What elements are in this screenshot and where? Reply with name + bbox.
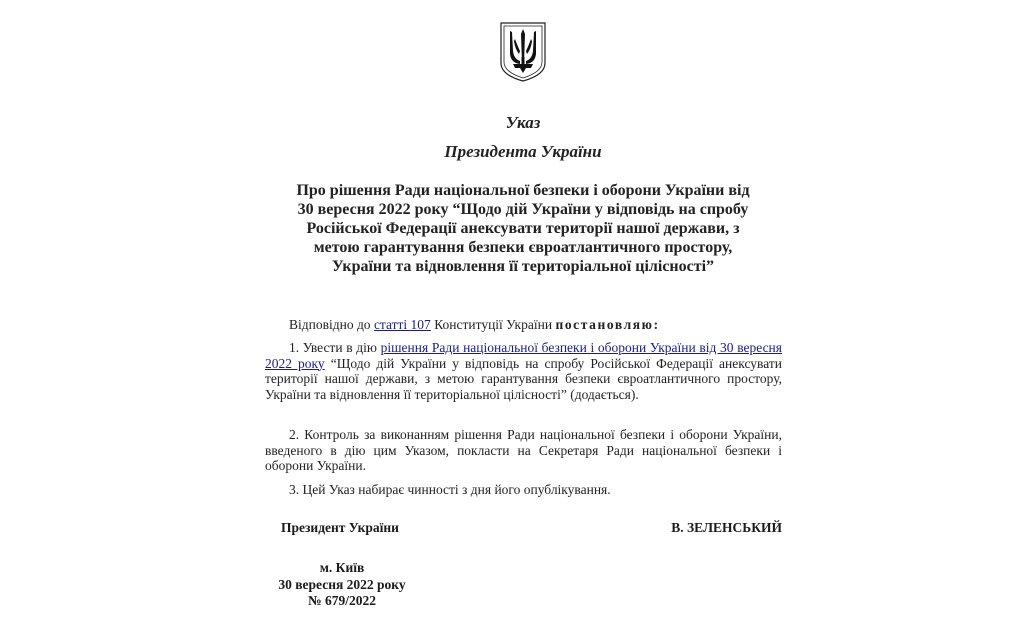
preamble-text-start: Відповідно до	[289, 317, 374, 332]
paragraph-1-end: “Щодо дій України у відповідь на спробу Російської Федерації анексувати території нашої держави, з метою гарантування безпеки євроатлантичного простору, України та відновлення її територіальної цілісності” (додається).	[265, 355, 782, 402]
decision-word: постановляю:	[555, 317, 660, 332]
preamble-text-end: Конституції України	[430, 317, 556, 332]
decree-issuer: Президента України	[444, 142, 602, 161]
paragraph-1	[265, 340, 782, 402]
signatory-position: Президент України	[281, 520, 399, 535]
paragraph-3: 3. Цей Указ набирає чинності з дня його опублікування.	[289, 482, 611, 497]
trident-coat-of-arms-icon	[499, 21, 547, 83]
nsdc-decision-link[interactable]: рішення Ради національної безпеки і оборони України від 30 вересня 2022 року	[265, 340, 782, 371]
preamble	[289, 317, 660, 333]
constitution-article-link[interactable]: статті 107	[373, 317, 431, 332]
decree-date: 30 вересня 2022 року	[278, 576, 406, 592]
decree-title: Указ	[505, 113, 541, 132]
place-city: м. Київ	[319, 560, 365, 575]
signatory-name: В. ЗЕЛЕНСЬКИЙ	[671, 520, 782, 535]
place-date-block	[262, 560, 422, 610]
decree-heading: Про рішення Ради національної безпеки і оборони України від 30 вересня 2022 року “Щодо дій України у відповідь на спробу Російської Федерації анексувати території нашої держави, з метою гарантування безпеки євроатлантичного простору, України та відновлення її територіальної цілісності”	[296, 182, 750, 275]
decree-number: № 679/2022	[308, 593, 376, 608]
paragraph-1-start: 1. Увести в дію	[289, 340, 381, 355]
paragraph-2: 2. Контроль за виконанням рішення Ради національної безпеки і оборони України, введеного в дію цим Указом, покласти на Секретаря Ради національної безпеки і оборони України.	[265, 427, 782, 473]
